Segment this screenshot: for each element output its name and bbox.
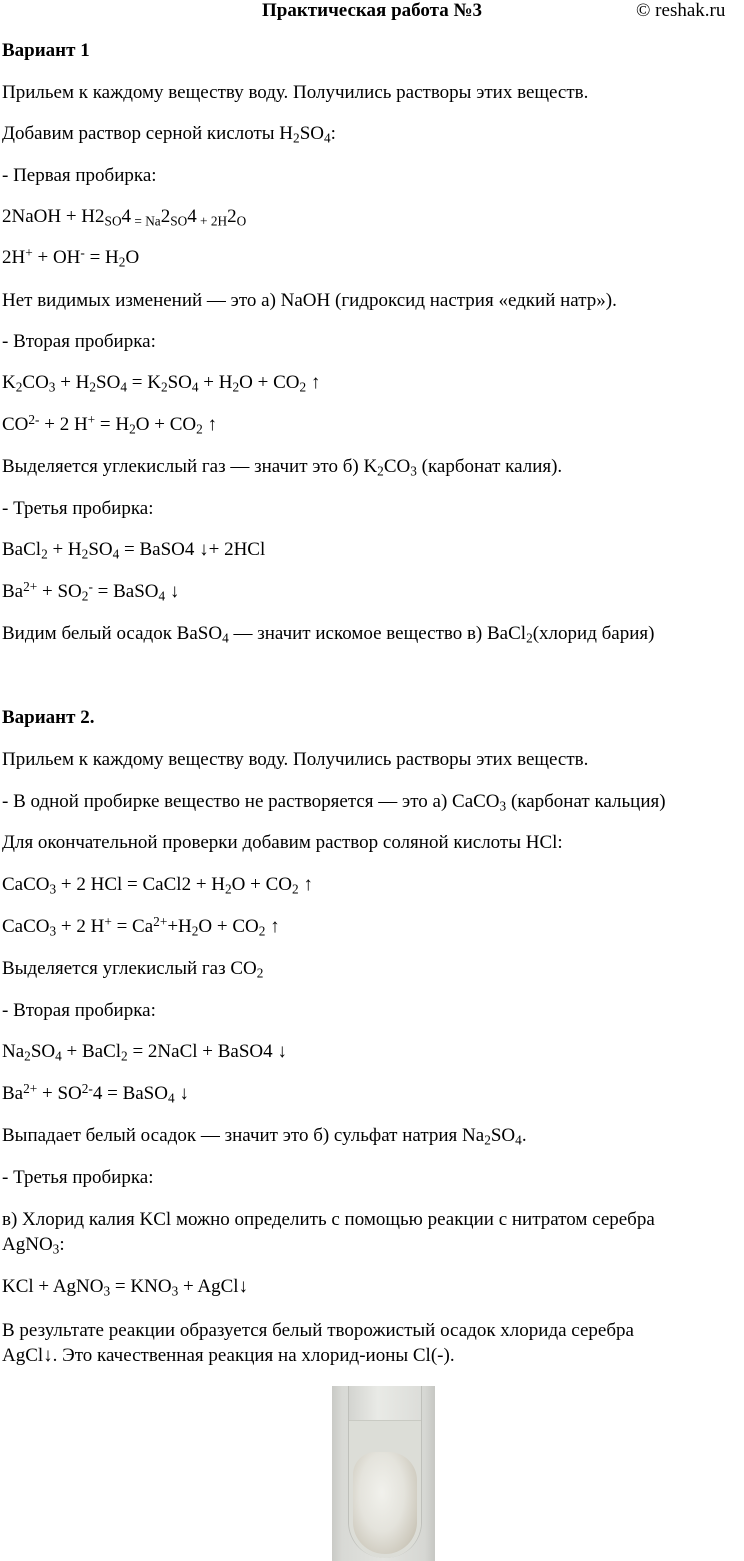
test-tube-photo (332, 1386, 435, 1561)
equation: CaCO$_3$ + 2 $H^+ = Ca^{2+}+H_2O + CO_2$ ↑ (2, 914, 280, 939)
equation: KCl + AgNO$_3$ = $KNO_3$ + AgCl↓ (2, 1276, 249, 1299)
variant2-tube3-label: - Третья пробирка: (2, 1167, 154, 1188)
equation: BaCl$_2$ + $H_2SO_4$ = BaSO4 ↓+ 2HCl (2, 539, 266, 562)
page-title: Практическая работа №3 (262, 0, 483, 21)
equation: CaCO$_3$ + 2 HCl = CaCl2 + $H_2O + CO_2$ ↑ (2, 874, 313, 897)
variant1-add-acid: Добавим раствор серной кислоты $H_2SO_4$: (2, 123, 336, 146)
variant2-tube1-conclusion: Выделяется углекислый газ $CO_2$ (2, 958, 264, 981)
variant2-intro: Прильем к каждому веществу воду. Получились растворы этих веществ. (2, 749, 589, 770)
variant1-tube3-conclusion: Видим белый осадок BaSO$_4$ — значит искомое вещество в) BaCl$_2$(хлорид бария) (2, 623, 655, 646)
variant2-tube2-conclusion: Выпадает белый осадок — значит это б) сульфат натрия $Na_2SO_4$. (2, 1125, 527, 1148)
equation: $Na_2SO_4$ + BaCl$_2$ = 2NaCl + BaSO4 ↓ (2, 1041, 287, 1064)
equation: $K_2CO_3 + H_2SO_4 = K_2SO_4 + H_2O + CO_2$ ↑ (2, 372, 321, 395)
variant2-heading: Вариант 2. (2, 707, 95, 728)
equation: $CO^{2-} + 2$ $H^+ = H_2O + CO_2$ ↑ (2, 412, 218, 437)
variant2-tube3-text-line2: AgNO$_3$: (2, 1234, 65, 1257)
variant2-tube2-label: - Вторая пробирка: (2, 1000, 156, 1021)
variant1-tube2-conclusion: Выделяется углекислый газ — значит это б) $K_2CO_3$ (карбонат калия). (2, 456, 563, 479)
variant2-check-text: Для окончательной проверки добавим раствор соляной кислоты HCl: (2, 832, 563, 853)
variant2-tube3-result-line2: AgCl↓. Это качественная реакция на хлорид-ионы Cl(-). (2, 1345, 455, 1366)
variant1-tube1-label: - Первая пробирка: (2, 165, 157, 186)
test-tube-glass (348, 1386, 422, 1558)
equation: 2NaOH + $H2_{SO}4$ $_{= Na}2_{SO}4$ $_{+ 2H}2_O$ (2, 206, 247, 229)
variant1-tube3-label: - Третья пробирка: (2, 498, 154, 519)
variant1-intro: Прильем к каждому веществу воду. Получились растворы этих веществ. (2, 82, 589, 103)
variant2-tube3-text-line1: в) Хлорид калия KCl можно определить с помощью реакции с нитратом серебра (2, 1209, 655, 1230)
equation: $Ba^{2+} + SO^{2-}4$ = BaSO$_4$ ↓ (2, 1081, 189, 1106)
copyright-text: © reshak.ru (636, 0, 726, 21)
equation: $Ba^{2+} + SO_2^-$ = BaSO$_4$ ↓ (2, 579, 180, 604)
variant2-tube3-result-line1: В результате реакции образуется белый творожистый осадок хлорида серебра (2, 1320, 634, 1341)
variant1-tube1-conclusion: Нет видимых изменений — это а) NaOH (гидроксид настрия «едкий натр»). (2, 290, 617, 311)
variant1-tube2-label: - Вторая пробирка: (2, 331, 156, 352)
white-precipitate (353, 1452, 417, 1554)
variant1-heading: Вариант 1 (2, 40, 90, 61)
variant2-tube1-text: - В одной пробирке вещество не растворяется — это а) CaCO$_3$ (карбонат кальция) (2, 791, 666, 814)
equation: $2H^+ + OH^- = H_2O$ (2, 245, 140, 270)
